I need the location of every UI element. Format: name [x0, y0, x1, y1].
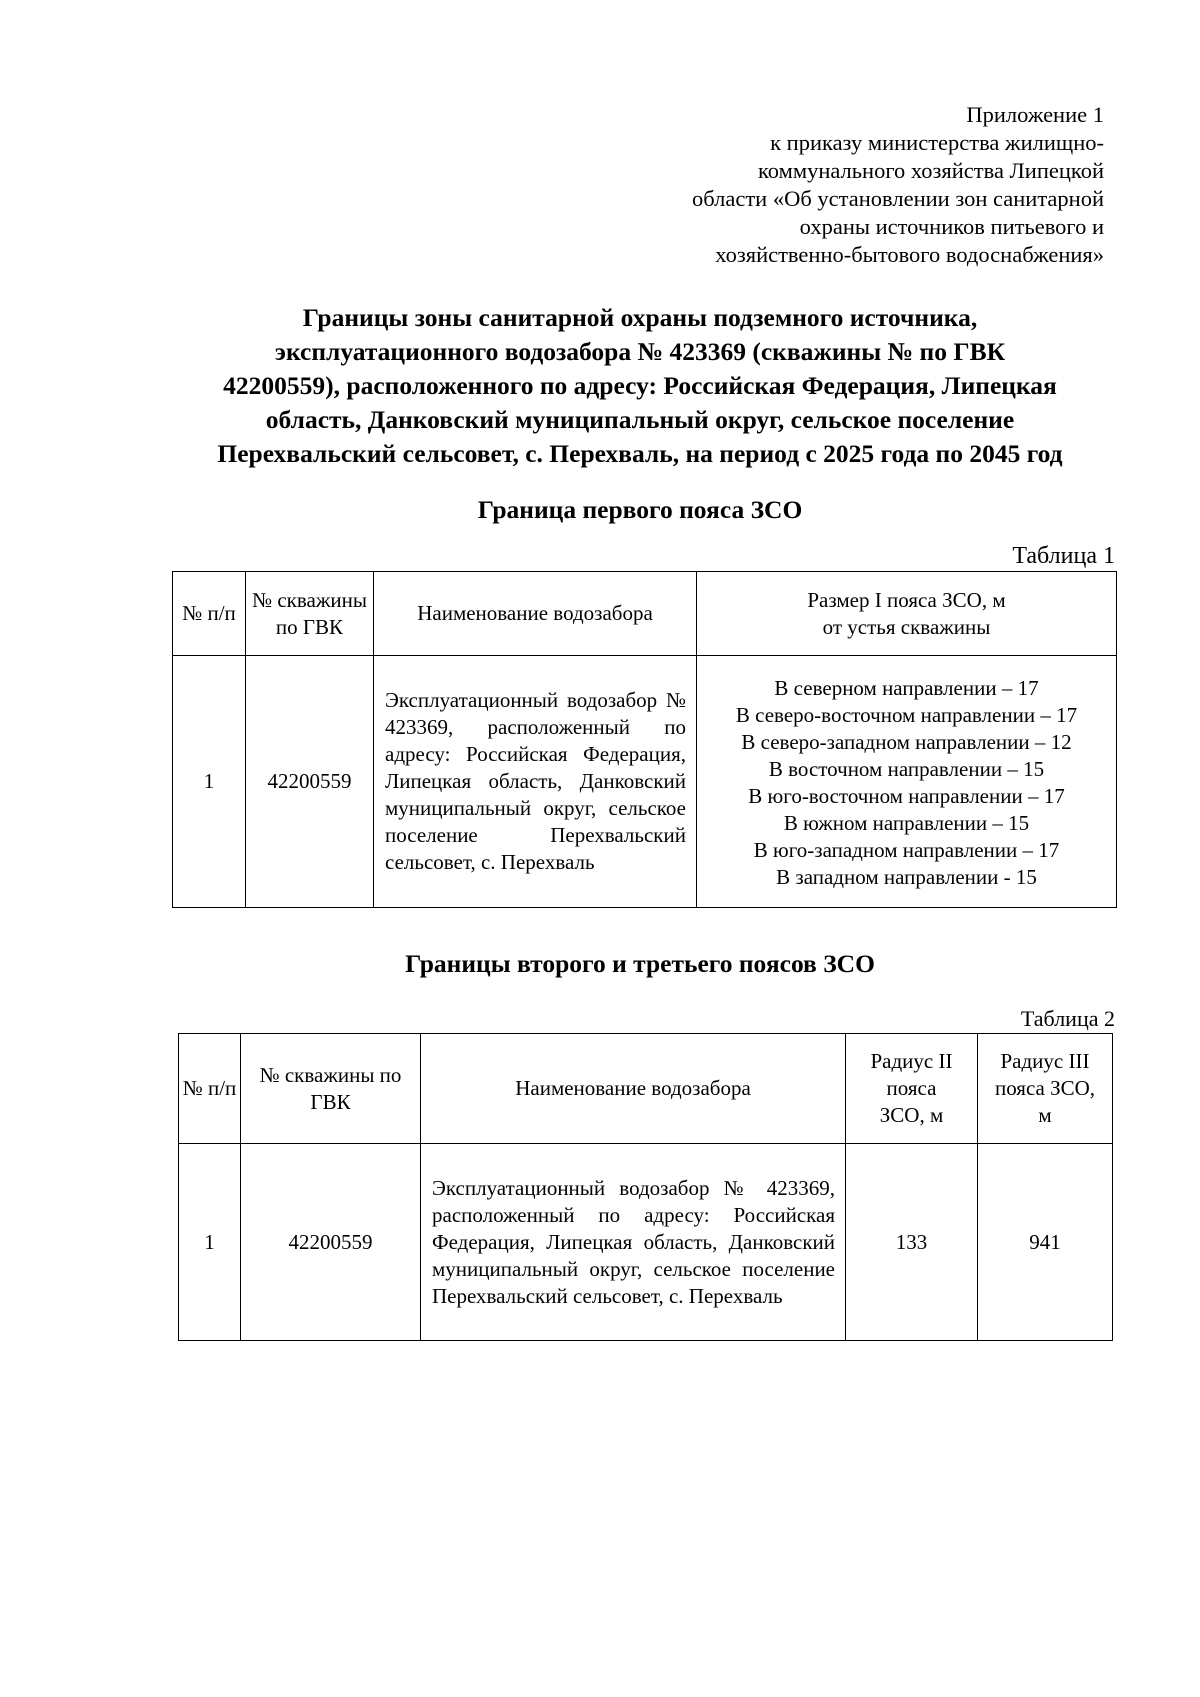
table-row — [173, 656, 1117, 908]
table2-header-name: Наименование водозабора — [421, 1034, 846, 1144]
table1-header-num: № п/п — [173, 572, 246, 656]
title-line: эксплуатационного водозабора № 423369 (скважины № по ГВК — [274, 337, 1006, 366]
table1-header-row — [173, 572, 1117, 656]
section1-title: Граница первого пояса ЗСО — [477, 495, 803, 524]
table2-cell-well: 42200559 — [241, 1144, 421, 1341]
table2-header-well: № скважины по ГВК — [241, 1034, 421, 1144]
title-line: область, Данковский муниципальный округ, сельское поселение — [265, 405, 1015, 434]
table1 — [172, 571, 1117, 908]
table1-cell-name: Эксплуатационный водозабор № 423369, расположенный по адресу: Российская Федерация, Липецкая область, Данковский муниципальный округ, сельское поселение Перехвальский сельсовет, с. Перехваль — [374, 656, 697, 908]
table2-cell-num: 1 — [179, 1144, 241, 1341]
table2-caption: Таблица 2 — [1020, 1006, 1115, 1031]
table1-header-name: Наименование водозабора — [374, 572, 697, 656]
table1-cell-directions — [697, 656, 1117, 908]
table2-header-num: № п/п — [179, 1034, 241, 1144]
direction-item: В северо-восточном направлении – 17 — [735, 702, 1078, 727]
appendix-line: охраны источников питьевого и — [799, 214, 1104, 239]
direction-item: В южном направлении – 15 — [783, 810, 1030, 835]
table1-header-size-line: Размер I пояса ЗСО, м — [807, 587, 1006, 612]
direction-item: В западном направлении - 15 — [776, 864, 1037, 889]
appendix-line: к приказу министерства жилищно- — [770, 130, 1104, 155]
direction-item: В северо-западном направлении – 12 — [741, 729, 1072, 754]
direction-item: В юго-западном направлении – 17 — [753, 837, 1060, 862]
table2-cell-radius3: 941 — [978, 1144, 1113, 1341]
direction-item: В восточном направлении – 15 — [768, 756, 1045, 781]
appendix-line: коммунального хозяйства Липецкой — [757, 158, 1104, 183]
table1-header-size-line: от устья скважины — [822, 614, 991, 639]
appendix-line: хозяйственно-бытового водоснабжения» — [715, 242, 1104, 267]
section2-title: Границы второго и третьего поясов ЗСО — [405, 949, 875, 978]
title-line: 42200559), расположенного по адресу: Российская Федерация, Липецкая — [223, 371, 1057, 400]
table2-header-radius2: Радиус II пояса ЗСО, м — [846, 1034, 978, 1144]
appendix-note — [584, 101, 1104, 269]
appendix-line: области «Об установлении зон санитарной — [692, 186, 1104, 211]
table2 — [178, 1033, 1113, 1341]
table-row — [179, 1144, 1113, 1341]
appendix-line: Приложение 1 — [966, 102, 1104, 127]
document-title — [160, 301, 1120, 471]
table2-header-row — [179, 1034, 1113, 1144]
title-line: Перехвальский сельсовет, с. Перехваль, на период с 2025 года по 2045 год — [217, 439, 1063, 468]
direction-item: В юго-восточном направлении – 17 — [748, 783, 1065, 808]
direction-item: В северном направлении – 17 — [774, 675, 1039, 700]
table2-cell-name: Эксплуатационный водозабор № 423369, расположенный по адресу: Российская Федерация, Липецкая область, Данковский муниципальный округ, сельское поселение Перехвальский сельсовет, с. Перехваль — [421, 1144, 846, 1341]
table1-header-size — [697, 572, 1117, 656]
table1-cell-num: 1 — [173, 656, 246, 908]
table2-header-radius3: Радиус III пояса ЗСО, м — [978, 1034, 1113, 1144]
table1-caption: Таблица 1 — [1012, 543, 1115, 569]
title-line: Границы зоны санитарной охраны подземного источника, — [302, 303, 978, 332]
table2-cell-radius2: 133 — [846, 1144, 978, 1341]
table1-header-well: № скважины по ГВК — [246, 572, 374, 656]
table1-cell-well: 42200559 — [246, 656, 374, 908]
